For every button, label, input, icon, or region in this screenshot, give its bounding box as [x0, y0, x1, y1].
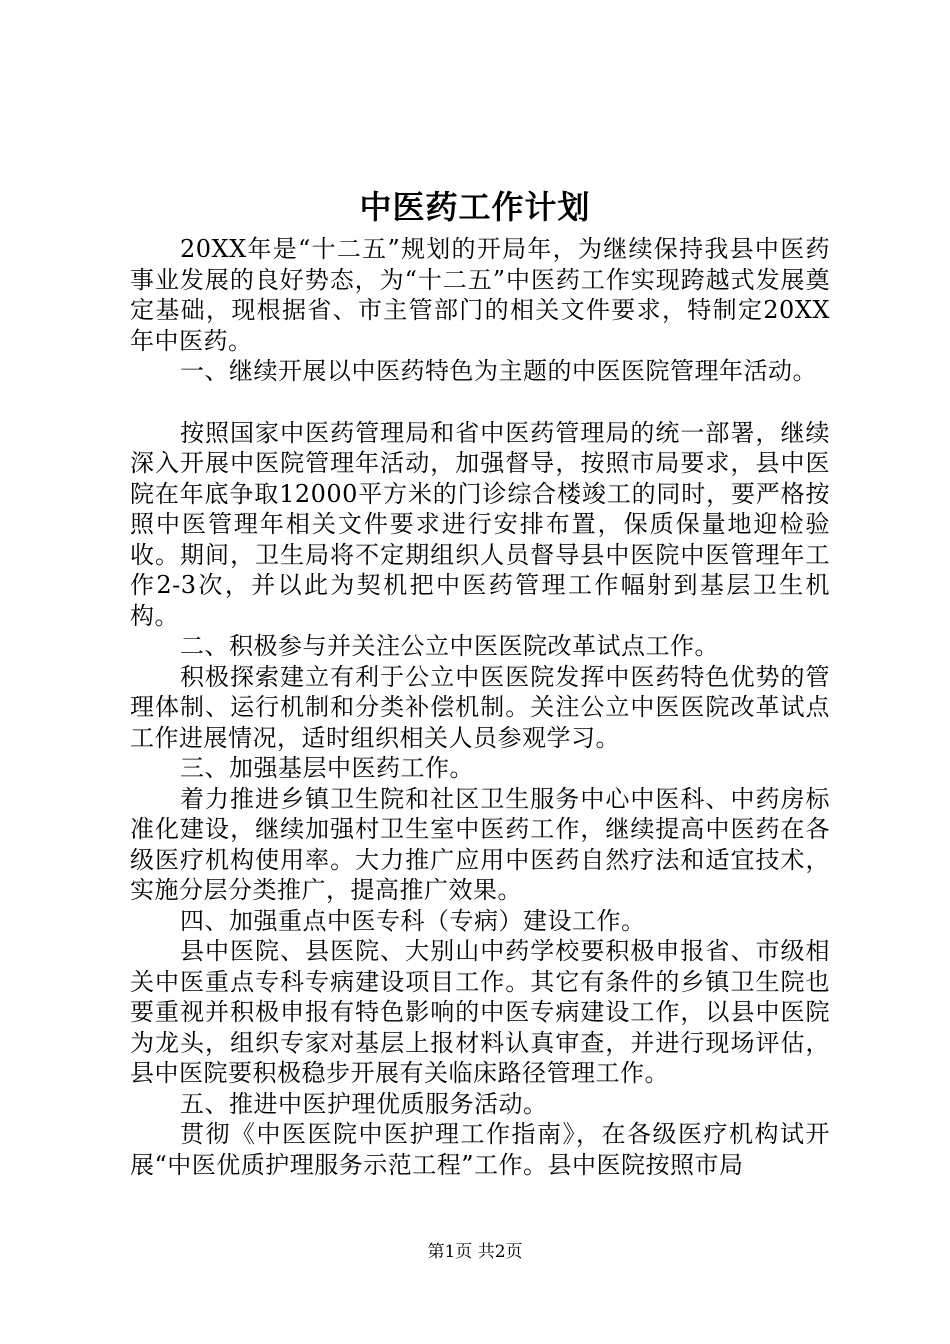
paragraph-section-1: 按照国家中医药管理局和省中医药管理局的统一部署，继续深入开展中医院管理年活动，加强督导，按照市局要求，县中医院在年底争取12000平方米的门诊综合楼竣工的同时，要严格按照中医管理年相关文件要求进行安排布置，保质保量地迎检验收。期间，卫生局将不定期组织人员督导县中医院中医管理年工作2-3次，并以此为契机把中医药管理工作幅射到基层卫生机构。 — [130, 418, 830, 630]
document-title: 中医药工作计划 — [359, 188, 591, 226]
blank-line — [130, 387, 830, 418]
section-heading-4: 四、加强重点中医专科（专病）建设工作。 — [180, 906, 646, 935]
section-heading-1: 一、继续开展以中医药特色为主题的中医医院管理年活动。 — [180, 357, 817, 385]
document-body — [130, 234, 830, 1180]
paragraph-section-4: 县中医院、县医院、大别山中药学校要积极申报省、市级相关中医重点专科专病建设项目工作。其它有条件的乡镇卫生院也要重视并积极申报有特色影响的中医专病建设工作，以县中医院为龙头，组织专家对基层上报材料认真审查，并进行现场评估，县中医院要积极稳步开展有关临床路径管理工作。 — [130, 937, 830, 1087]
paragraph-intro: 20XX年是“十二五”规划的开局年，为继续保持我县中医药事业发展的良好势态，为“十二五”中医药工作实现跨越式发展奠定基础，现根据省、市主管部门的相关文件要求，特制定20XX年中医药。 — [130, 235, 830, 355]
paragraph-section-5: 贯彻《中医医院中医护理工作指南》，在各级医疗机构试开展“中医优质护理服务示范工程”工作。县中医院按照市局 — [130, 1120, 830, 1179]
page-footer: 第1页 共2页 — [427, 1242, 523, 1262]
paragraph-section-2: 积极探索建立有利于公立中医医院发挥中医药特色优势的管理体制、运行机制和分类补偿机制。关注公立中医医院改革试点工作进展情况，适时组织相关人员参观学习。 — [130, 662, 830, 752]
section-heading-3: 三、加强基层中医药工作。 — [180, 754, 474, 782]
paragraph-section-3: 着力推进乡镇卫生院和社区卫生服务中心中医科、中药房标准化建设，继续加强村卫生室中医药工作，继续提高中医药在各级医疗机构使用率。大力推广应用中医药自然疗法和适宜技术，实施分层分类推广，提高推广效果。 — [130, 784, 830, 904]
section-heading-5: 五、推进中医护理优质服务活动。 — [180, 1089, 548, 1118]
section-heading-2: 二、积极参与并关注公立中医医院改革试点工作。 — [180, 632, 719, 660]
